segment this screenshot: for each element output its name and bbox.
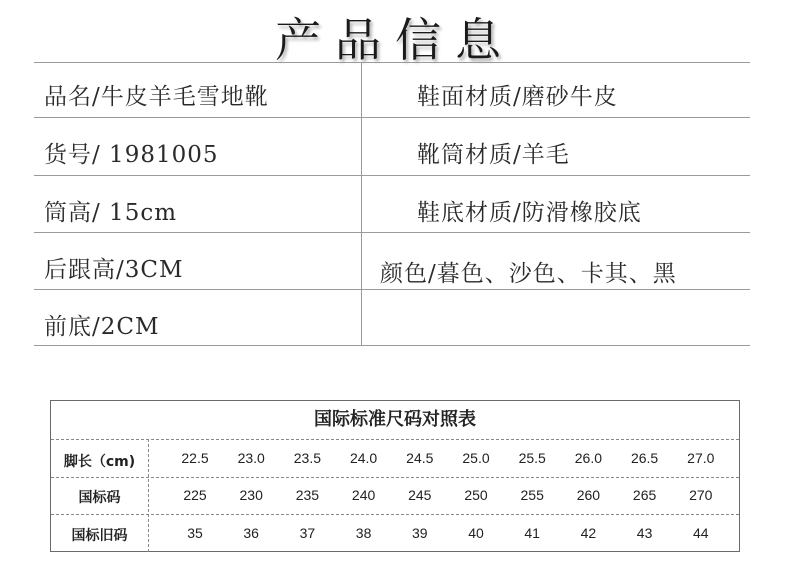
size-value: 230: [239, 487, 263, 503]
size-value: 25.5: [518, 450, 546, 466]
size-value: 22.5: [181, 450, 209, 466]
size-value: 38: [355, 525, 372, 541]
size-chart-divider: [51, 439, 739, 440]
size-value: 35: [187, 525, 203, 541]
sole-material: 鞋底材质/防滑橡胶底: [417, 200, 642, 226]
size-value: 24.5: [406, 450, 434, 466]
table-divider: [34, 175, 750, 176]
product-number: 货号/ 1981005: [44, 142, 219, 168]
forefoot-height: 前底/2CM: [44, 314, 160, 340]
size-value: 36: [243, 525, 259, 541]
table-divider: [34, 345, 750, 346]
size-value: 43: [636, 525, 653, 541]
upper-material: 鞋面材质/磨砂牛皮: [417, 84, 618, 110]
size-value: 250: [464, 487, 488, 503]
size-value: 245: [408, 487, 432, 503]
size-value: 270: [689, 487, 713, 503]
heel-height: 后跟高/3CM: [44, 257, 184, 283]
row-label-old-size: 国标旧码: [71, 528, 128, 544]
size-value: 23.5: [293, 450, 322, 466]
colors: 颜色/暮色、沙色、卡其、黑: [380, 261, 677, 287]
shaft-height: 筒高/ 15cm: [44, 200, 178, 226]
table-column-divider: [361, 62, 362, 346]
row-label-national-size: 国标码: [78, 490, 121, 506]
row-label-foot-length: 脚长（cm): [63, 454, 136, 470]
size-chart-title: 国际标准尺码对照表: [314, 409, 476, 430]
table-divider: [34, 232, 750, 233]
table-divider: [34, 289, 750, 290]
size-value: 23.0: [237, 450, 265, 466]
product-info-table: [34, 62, 750, 346]
size-value: 37: [299, 525, 316, 541]
size-chart-divider: [51, 477, 739, 478]
size-value: 26.0: [574, 450, 603, 466]
size-value: 27.0: [687, 450, 715, 466]
size-value: 40: [468, 525, 484, 541]
size-value: 265: [632, 487, 657, 503]
table-divider: [34, 62, 750, 63]
size-chart-divider: [51, 514, 739, 515]
size-chart: [50, 400, 740, 552]
size-value: 225: [183, 487, 207, 503]
shaft-material: 靴筒材质/羊毛: [417, 142, 570, 168]
size-value: 42: [580, 525, 597, 541]
size-value: 44: [693, 525, 709, 541]
size-value: 240: [351, 487, 376, 503]
size-value: 235: [295, 487, 320, 503]
size-value: 39: [412, 525, 428, 541]
size-value: 260: [576, 487, 601, 503]
size-value: 255: [520, 487, 544, 503]
product-name: 品名/牛皮羊毛雪地靴: [44, 84, 269, 110]
table-divider: [34, 117, 750, 118]
size-chart-column-divider: [148, 439, 149, 552]
size-value: 41: [524, 525, 540, 541]
page-title: 产品信息: [275, 13, 515, 67]
size-value: 25.0: [462, 450, 490, 466]
size-value: 24.0: [349, 450, 378, 466]
size-value: 26.5: [630, 450, 659, 466]
